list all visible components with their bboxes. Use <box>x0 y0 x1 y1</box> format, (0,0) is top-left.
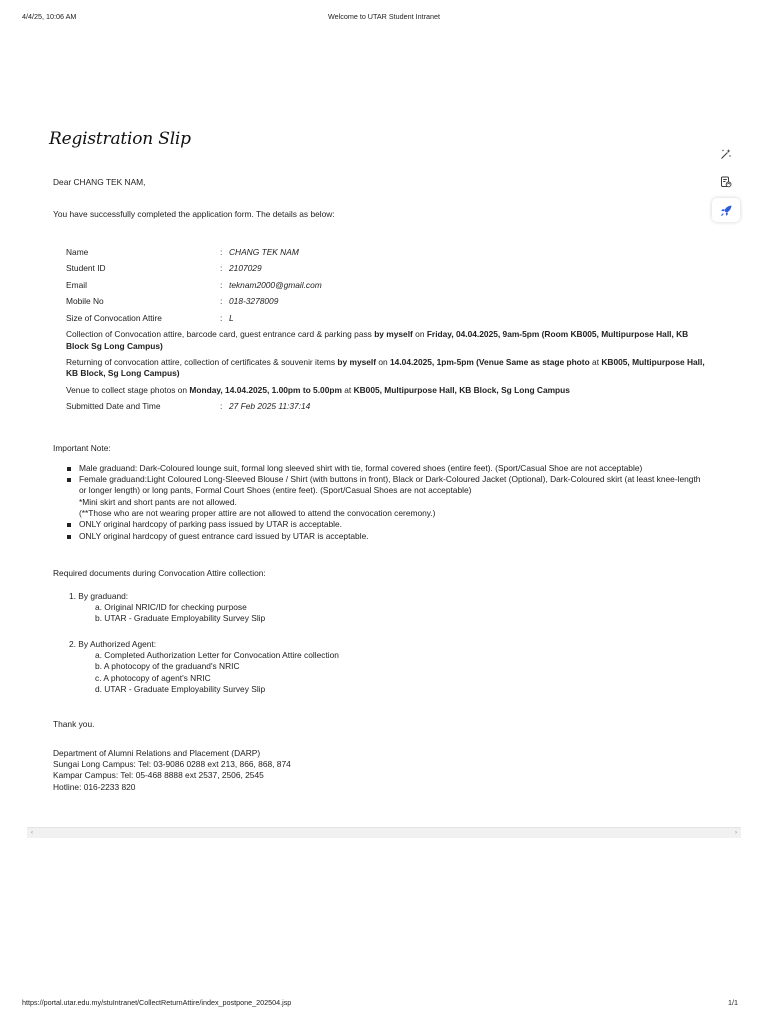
returning-where: KB005, Multipurpose Hall, KB Block, Sg Long Campus) <box>66 356 705 379</box>
side-toolbar <box>712 142 742 226</box>
detail-value: CHANG TEK NAM <box>229 246 299 257</box>
required-graduand-heading: 1. By graduand: <box>69 590 129 601</box>
required-graduand-item: b. UTAR - Graduate Employability Survey Slip <box>95 613 266 624</box>
scroll-left-arrow[interactable]: ‹ <box>31 830 33 836</box>
detail-value: teknam2000@gmail.com <box>229 279 322 290</box>
required-agent-item: b. A photocopy of the graduand's NRIC <box>95 661 240 672</box>
stage-photo-when: Monday, 14.04.2025, 1.00pm to 5.00pm <box>189 384 342 395</box>
required-agent-item: c. A photocopy of agent's NRIC <box>95 672 211 683</box>
detail-row-name <box>66 247 706 264</box>
required-by-graduand <box>69 591 703 625</box>
returning-by-myself: by myself <box>337 356 377 367</box>
returning-when: 14.04.2025, 1pm-5pm (Venue Same as stage photo <box>390 356 590 367</box>
contact-hotline: Hotline: 016-2233 820 <box>53 781 136 792</box>
collection-by-myself: by myself <box>374 329 413 340</box>
note-female-sub1: *Mini skirt and short pants are not allowed. <box>79 496 237 507</box>
note-female-attire <box>79 474 703 519</box>
required-agent-item: a. Completed Authorization Letter for Convocation Attire collection <box>95 649 339 660</box>
required-by-agent <box>69 639 703 696</box>
returning-at: at <box>589 356 602 367</box>
contact-sungai-long: Sungai Long Campus: Tel: 03-9086 0288 ext 213, 866, 868, 874 <box>53 758 291 769</box>
detail-value: 018-3278009 <box>229 296 279 307</box>
detail-value: 27 Feb 2025 11:37:14 <box>229 400 311 411</box>
stage-photo-info <box>66 385 706 396</box>
collection-on: on <box>412 329 427 340</box>
collection-text: Collection of Convocation attire, barcode card, guest entrance card & parking pass <box>66 329 375 340</box>
note-parking-pass: ONLY original hardcopy of parking pass issued by UTAR is acceptable. <box>79 519 703 530</box>
detail-label: Submitted Date and Time <box>66 400 161 411</box>
document-sync-icon[interactable] <box>712 170 740 194</box>
thank-you-text: Thank you. <box>53 719 95 730</box>
note-guest-card: ONLY original hardcopy of guest entrance card issued by UTAR is acceptable. <box>79 531 703 542</box>
print-page-number: 1/1 <box>728 998 738 1007</box>
stage-photo-text: Venue to collect stage photos on <box>66 384 190 395</box>
detail-label: Mobile No <box>66 296 104 307</box>
detail-colon: : <box>220 312 223 323</box>
returning-info <box>66 357 706 380</box>
detail-value: L <box>229 312 234 323</box>
magic-wand-icon[interactable] <box>712 142 740 166</box>
required-docs-heading: Required documents during Convocation Attire collection: <box>53 568 266 579</box>
page-title: Registration Slip <box>49 129 191 149</box>
print-footer <box>22 998 746 1010</box>
note-female-sub2: (**Those who are not wearing proper attire are not allowed to attend the convocation ceremony.) <box>79 508 436 519</box>
detail-colon: : <box>220 279 223 290</box>
print-header <box>22 12 746 24</box>
important-notes-list <box>53 463 703 542</box>
horizontal-scrollbar[interactable] <box>27 827 741 838</box>
detail-label: Name <box>66 246 89 257</box>
detail-colon: : <box>220 263 223 274</box>
required-agent-heading: 2. By Authorized Agent: <box>69 638 157 649</box>
scroll-right-arrow[interactable]: › <box>735 830 737 836</box>
stage-photo-where: KB005, Multipurpose Hall, KB Block, Sg Long Campus <box>353 384 570 395</box>
contact-department: Department of Alumni Relations and Placement (DARP) <box>53 747 261 758</box>
print-datetime: 4/4/25, 10:06 AM <box>22 12 77 21</box>
collection-when: Friday, 04.04.2025, 9am-5pm (Room KB005, Multipurpose Hall, KB Block Sg Long Campus) <box>66 329 689 351</box>
collection-info <box>66 329 706 352</box>
note-female-text: Female graduand:Light Coloured Long-Sleeved Blouse / Shirt (with buttons in front), Black or Dark-Coloured Jacket (Optional), Dark-Coloured skirt (at least knee-length or longer length) or long pants, Formal Court Shoes (entire feet). (Sport/Casual Shoes are not acceptable) <box>79 474 701 496</box>
detail-row-student-id <box>66 263 706 280</box>
stage-photo-at: at <box>341 384 354 395</box>
intro-text: You have successfully completed the application form. The details as below: <box>53 209 335 220</box>
detail-row-attire-size <box>66 313 706 330</box>
required-agent-item: d. UTAR - Graduate Employability Survey Slip <box>95 683 266 694</box>
detail-value: 2107029 <box>229 263 262 274</box>
note-male-attire: Male graduand: Dark-Coloured lounge suit, formal long sleeved shirt with tie, formal covered shoes (entire feet). (Sport/Casual Shoe are not acceptable) <box>79 463 703 474</box>
detail-colon: : <box>220 246 223 257</box>
returning-text: Returning of convocation attire, collection of certificates & souvenir items <box>66 356 338 367</box>
print-page-title: Welcome to UTAR Student Intranet <box>328 12 440 21</box>
detail-row-submitted <box>66 401 706 418</box>
detail-label: Student ID <box>66 263 106 274</box>
details-section <box>66 247 706 418</box>
registration-slip-content <box>53 177 703 793</box>
print-url: https://portal.utar.edu.my/stuIntranet/CollectReturnAttire/index_postpone_202504.jsp <box>22 998 292 1007</box>
returning-on: on <box>376 356 391 367</box>
detail-row-mobile <box>66 296 706 313</box>
contact-kampar: Kampar Campus: Tel: 05-468 8888 ext 2537, 2506, 2545 <box>53 770 264 781</box>
detail-colon: : <box>220 296 223 307</box>
detail-row-email <box>66 280 706 297</box>
detail-colon: : <box>220 400 223 411</box>
important-note-heading: Important Note: <box>53 443 111 454</box>
rocket-icon[interactable] <box>712 198 740 222</box>
contact-block <box>53 748 703 793</box>
required-graduand-item: a. Original NRIC/ID for checking purpose <box>95 601 247 612</box>
greeting: Dear CHANG TEK NAM, <box>53 177 146 187</box>
detail-label: Size of Convocation Attire <box>66 312 162 323</box>
detail-label: Email <box>66 279 87 290</box>
